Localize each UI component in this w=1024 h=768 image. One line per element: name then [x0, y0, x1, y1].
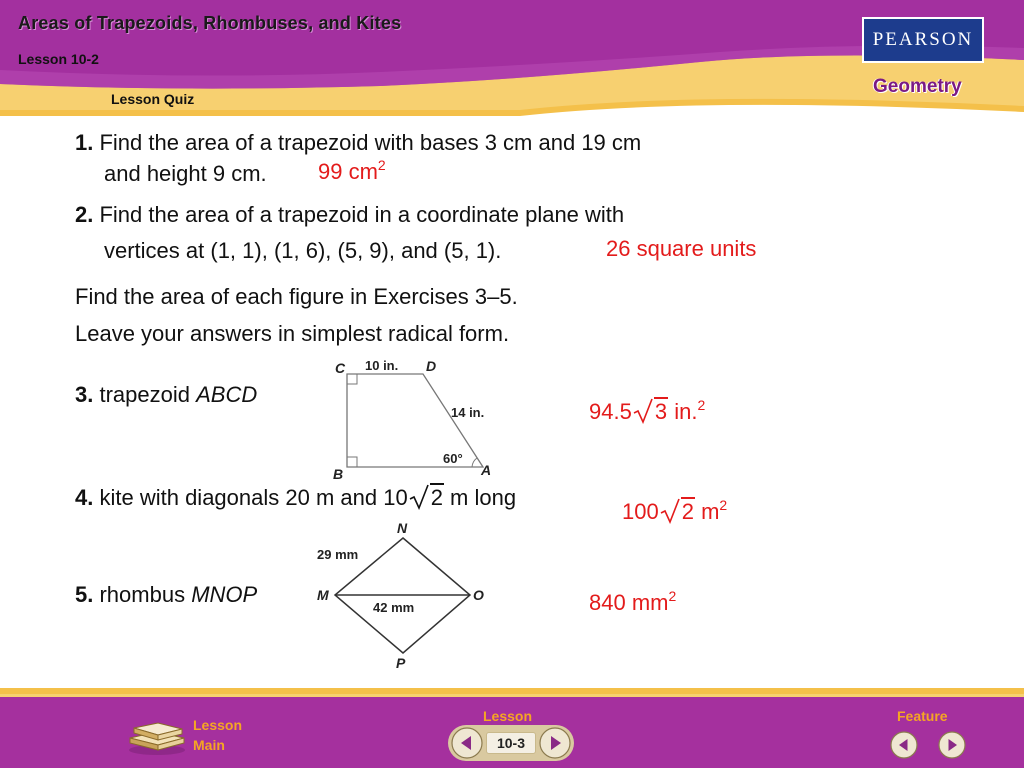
vertex-n-label: N: [397, 520, 408, 536]
radical-sign-icon: [660, 498, 680, 530]
trapezoid-figure: [325, 352, 505, 482]
radicand: 2: [681, 499, 694, 524]
arrow-right-icon: [938, 731, 966, 759]
top-base-label: 10 in.: [365, 358, 399, 373]
arrow-right-icon: [539, 727, 571, 759]
arrow-left-icon: [451, 727, 483, 759]
slant-side-label: 14 in.: [451, 405, 485, 420]
question-1-line-1: [75, 130, 641, 156]
vertex-d-label: D: [426, 358, 437, 374]
answer-value: 99 cm: [318, 159, 378, 184]
question-3: [75, 382, 257, 408]
answer-exponent: 2: [697, 397, 706, 413]
question-text: rhombus: [99, 582, 192, 607]
question-text-end: m long: [443, 485, 517, 510]
figure-name: ABCD: [196, 382, 258, 407]
slide-header: [0, 0, 1024, 116]
vertex-p-label: P: [396, 655, 406, 671]
side-length-label: 29 mm: [317, 547, 359, 562]
arrow-left-icon: [890, 731, 918, 759]
feature-prev-button[interactable]: [890, 731, 918, 759]
answer-coefficient: 94.5: [589, 399, 632, 424]
answer-1: [318, 159, 386, 185]
lesson-number: 10-3: [486, 732, 536, 754]
question-2-line-2: vertices at (1, 1), (1, 6), (5, 9), and (5, 1).: [104, 238, 502, 263]
question-4: [75, 484, 516, 516]
instructions-line-1: Find the area of each figure in Exercises 3–5.: [75, 284, 518, 309]
question-number: 5.: [75, 582, 94, 607]
question-5: [75, 582, 257, 608]
diagonal-length-label: 42 mm: [373, 600, 415, 615]
lesson-main-button[interactable]: [126, 712, 266, 758]
lesson-main-label-line-2: Main: [193, 737, 225, 753]
vertex-a-label: A: [481, 462, 492, 478]
vertex-c-label: C: [335, 360, 346, 376]
question-2-line-1: [75, 202, 624, 228]
answer-exponent: 2: [719, 497, 728, 513]
lesson-nav-label: Lesson: [483, 708, 533, 724]
lesson-next-button[interactable]: [539, 727, 571, 759]
radical-sign-icon: [633, 398, 653, 430]
question-number: 1.: [75, 130, 94, 155]
books-icon: [126, 714, 188, 756]
answer-unit: m: [694, 499, 720, 524]
feature-next-button[interactable]: [938, 731, 966, 759]
pearson-logo: PEARSON: [862, 17, 984, 63]
vertex-m-label: M: [317, 587, 329, 603]
question-1-line-2: and height 9 cm.: [104, 161, 267, 186]
answer-unit: in.: [668, 399, 698, 424]
question-text: trapezoid: [99, 382, 197, 407]
question-number: 2.: [75, 202, 94, 227]
subject-label: Geometry: [873, 76, 962, 97]
radical-sign-icon: [409, 484, 429, 516]
vertex-b-label: B: [333, 466, 344, 482]
instructions-line-2: Leave your answers in simplest radical form.: [75, 321, 510, 346]
question-number: 3.: [75, 382, 94, 407]
question-text: Find the area of a trapezoid with bases 3 cm and 19 cm: [99, 130, 642, 155]
answer-exponent: 2: [377, 157, 386, 173]
radicand: 2: [430, 485, 443, 510]
figure-name: MNOP: [191, 582, 258, 607]
answer-value: 840 mm: [589, 590, 669, 615]
lesson-prev-button[interactable]: [451, 727, 483, 759]
vertex-o-label: O: [473, 587, 484, 603]
question-text: kite with diagonals 20 m and 10: [99, 485, 408, 510]
answer-exponent: 2: [668, 588, 677, 604]
feature-nav-label: Feature: [897, 708, 948, 724]
lesson-main-label-line-1: Lesson: [193, 717, 243, 733]
lesson-label: Lesson 10-2: [18, 51, 99, 67]
answer-coefficient: 100: [622, 499, 659, 524]
page-title: Areas of Trapezoids, Rhombuses, and Kites: [18, 13, 402, 33]
answer-3: [589, 398, 705, 430]
angle-label: 60°: [443, 451, 463, 466]
radicand: 3: [654, 399, 668, 424]
question-text: Find the area of a trapezoid in a coordinate plane with: [99, 202, 625, 227]
answer-5: [589, 590, 676, 616]
answer-4: [622, 498, 727, 530]
rhombus-figure: [313, 516, 498, 676]
question-number: 4.: [75, 485, 94, 510]
section-label: Lesson Quiz: [111, 91, 195, 107]
answer-2: 26 square units: [606, 236, 757, 261]
